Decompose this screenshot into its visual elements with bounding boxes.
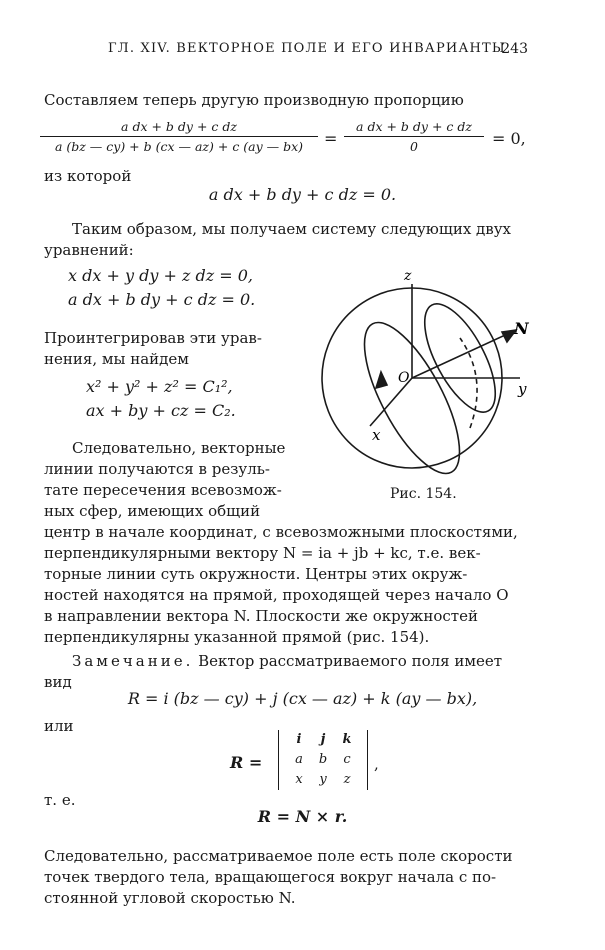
fraction-left — [40, 118, 318, 156]
paragraph-line: т. е. — [44, 791, 76, 809]
paragraph-line: стоянной угловой скоростью N. — [44, 889, 296, 907]
det-cell: b — [318, 751, 328, 767]
det-cell: y — [319, 771, 327, 787]
solution-equation-1: x² + y² + z² = C₁², — [86, 377, 233, 396]
circle-small — [411, 294, 510, 422]
header-title: ГЛ. XIV. ВЕКТОРНОЕ ПОЛЕ И ЕГО ИНВАРИАНТЫ — [108, 41, 506, 56]
equation-3: R = N × r. — [257, 807, 348, 826]
paragraph-line: торные линии суть окружности. Центры этих окруж- — [44, 565, 468, 583]
determinant-row — [287, 770, 359, 790]
figure-caption: Рис. 154. — [390, 486, 457, 502]
equation-1: a dx + b dy + c dz = 0. — [208, 185, 397, 204]
page-number: 243 — [501, 41, 528, 57]
det-cell: x — [295, 771, 303, 787]
paragraph-line: ностей находятся на прямой, проходящей через начало O — [44, 586, 509, 604]
paragraph-line: или — [44, 717, 74, 735]
paragraph-line: перпендикулярными вектору N = ia + jb + kc, т.е. век- — [44, 544, 481, 562]
determinant — [278, 730, 368, 790]
fraction-denominator: 0 — [410, 139, 418, 155]
paragraph-line: линии получаются в резуль- — [44, 460, 270, 478]
equals-sign: = — [324, 129, 338, 148]
det-cell: a — [295, 751, 303, 767]
label-y: y — [518, 380, 527, 398]
fraction-tail: = 0, — [492, 129, 526, 148]
det-cell: j — [320, 732, 326, 747]
determinant-tail: , — [374, 755, 379, 773]
paragraph-line: ных сфер, имеющих общий — [44, 502, 261, 520]
paragraph-line: тате пересечения всевозмож- — [44, 481, 282, 499]
paragraph-line: из которой — [44, 167, 132, 185]
paragraph-line: Проинтегрировав эти урав- — [44, 329, 262, 347]
label-n: N — [514, 319, 529, 338]
paragraph-line: точек твердого тела, вращающегося вокруг начала с по- — [44, 868, 497, 886]
paragraph-line: Таким образом, мы получаем систему следующих двух — [72, 220, 512, 238]
determinant-row — [287, 750, 359, 770]
fraction-denominator: a (bz — cy) + b (cx — az) + c (ay — bx) — [54, 139, 304, 155]
remark-line — [44, 651, 564, 672]
label-x: x — [372, 426, 381, 444]
n-vector — [412, 330, 516, 378]
system-equation-2: a dx + b dy + c dz = 0. — [68, 290, 256, 309]
paragraph-line: Следовательно, векторные — [72, 439, 286, 457]
fraction-numerator: a dx + b dy + c dz — [40, 118, 318, 137]
label-z: z — [404, 268, 412, 284]
paragraph-line: уравнений: — [44, 241, 134, 259]
det-cell: i — [296, 732, 302, 747]
remark-text: Вектор рассматриваемого поля имеет — [198, 652, 503, 670]
determinant-lhs: R = — [230, 753, 263, 772]
label-o: O — [398, 370, 410, 386]
equation-2: R = i (bz — cy) + j (cx — az) + k (ay — bx), — [127, 689, 478, 708]
running-header — [108, 40, 528, 58]
solution-equation-2: ax + by + cz = C₂. — [86, 401, 236, 420]
fraction-numerator: a dx + b dy + c dz — [344, 118, 484, 137]
paragraph-line: в направлении вектора N. Плоскости же окружностей — [44, 607, 478, 625]
det-cell: z — [343, 771, 351, 787]
system-equation-1: x dx + y dy + z dz = 0, — [68, 266, 253, 285]
paragraph-line: Составляем теперь другую производную пропорцию — [44, 91, 464, 109]
paragraph-line: вид — [44, 673, 72, 691]
paragraph-line: нения, мы найдем — [44, 350, 189, 368]
paragraph-line: перпендикулярны указанной прямой (рис. 154). — [44, 628, 430, 646]
det-cell: c — [343, 751, 351, 767]
det-cell: k — [342, 732, 352, 747]
paragraph-line: Следовательно, рассматриваемое поле есть поле скорости — [44, 847, 513, 865]
remark-label: Замечание. — [72, 652, 194, 670]
figure-sphere — [320, 258, 550, 480]
fraction-right — [344, 118, 484, 156]
determinant-row — [287, 730, 359, 750]
paragraph-line: центр в начале координат, с всевозможными плоскостями, — [44, 523, 518, 541]
